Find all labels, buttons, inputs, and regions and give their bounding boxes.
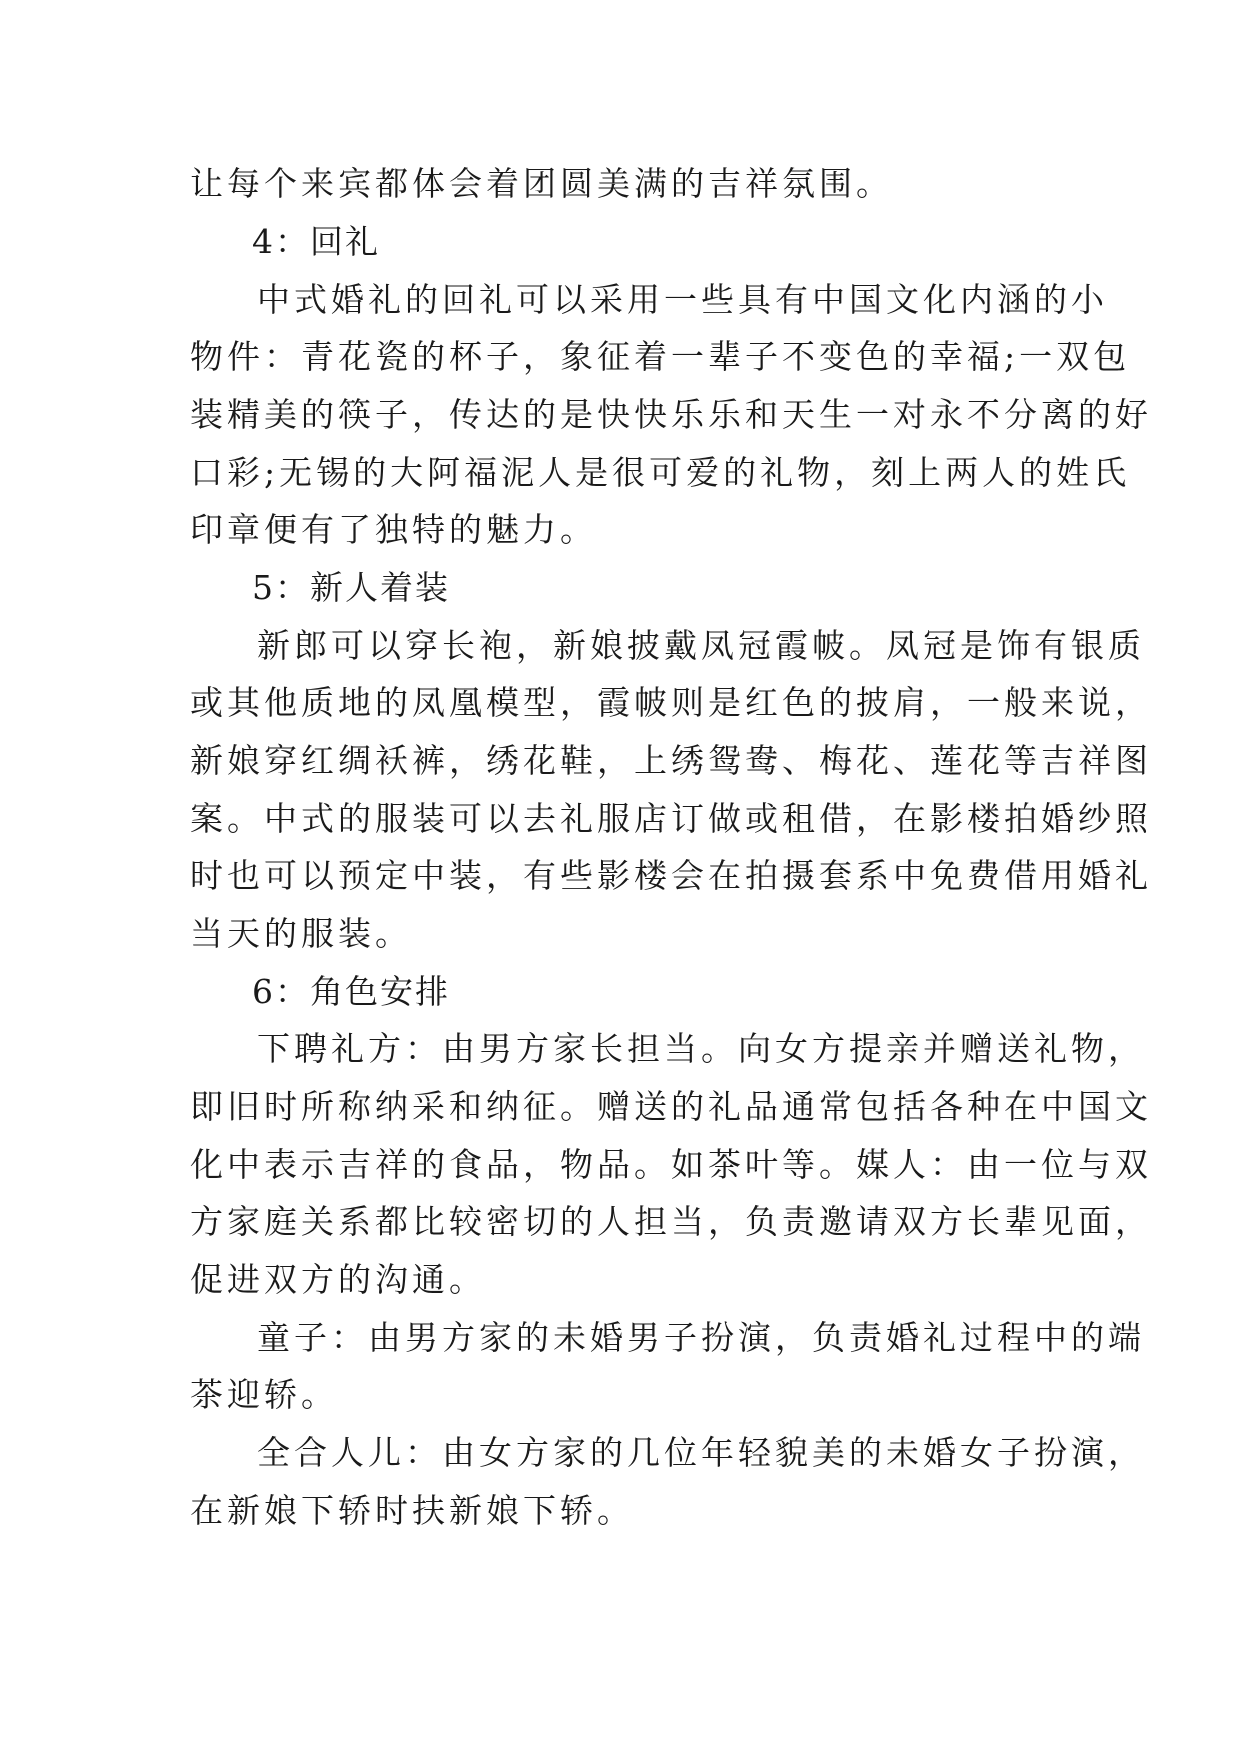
- text-line-16: 下聘礼方：由男方家长担当。向女方提亲并赠送礼物，: [257, 1029, 1145, 1068]
- text-line-12: 案。中式的服装可以去礼服店订做或租借，在影楼拍婚纱照: [190, 799, 1152, 838]
- section-heading-return-gifts: 4：回礼: [252, 222, 380, 261]
- section-heading-attire: 5：新人着装: [252, 568, 450, 607]
- section-heading-roles: 6：角色安排: [252, 972, 450, 1011]
- text-line-20: 促进双方的沟通。: [190, 1260, 486, 1299]
- text-line-17: 即旧时所称纳采和纳征。赠送的礼品通常包括各种在中国文: [190, 1087, 1152, 1126]
- text-line-22: 茶迎轿。: [190, 1375, 338, 1414]
- text-line-18: 化中表示吉祥的食品，物品。如茶叶等。媒人：由一位与双: [190, 1145, 1152, 1184]
- text-line-3: 中式婚礼的回礼可以采用一些具有中国文化内涵的小: [257, 280, 1108, 319]
- text-line-7: 印章便有了独特的魅力。: [190, 510, 597, 549]
- text-line-13: 时也可以预定中装，有些影楼会在拍摄套系中免费借用婚礼: [190, 856, 1152, 895]
- text-line-21: 童子：由男方家的未婚男子扮演，负责婚礼过程中的端: [257, 1318, 1145, 1357]
- text-line-9: 新郎可以穿长袍，新娘披戴凤冠霞帔。凤冠是饰有银质: [257, 626, 1145, 665]
- text-line-19: 方家庭关系都比较密切的人担当，负责邀请双方长辈见面，: [190, 1202, 1152, 1241]
- text-line-24: 在新娘下轿时扶新娘下轿。: [190, 1491, 634, 1530]
- text-line-11: 新娘穿红绸袄裤，绣花鞋，上绣鸳鸯、梅花、莲花等吉祥图: [190, 741, 1152, 780]
- text-line-10: 或其他质地的凤凰模型，霞帔则是红色的披肩，一般来说，: [190, 683, 1152, 722]
- text-line-14: 当天的服装。: [190, 914, 412, 953]
- text-line-5: 装精美的筷子，传达的是快快乐乐和天生一对永不分离的好: [190, 395, 1152, 434]
- text-line-4: 物件：青花瓷的杯子，象征着一辈子不变色的幸福;一双包: [190, 337, 1131, 376]
- text-line-23: 全合人儿：由女方家的几位年轻貌美的未婚女子扮演，: [257, 1433, 1145, 1472]
- text-line-1: 让每个来宾都体会着团圆美满的吉祥氛围。: [190, 164, 893, 203]
- text-line-6: 口彩;无锡的大阿福泥人是很可爱的礼物，刻上两人的姓氏: [190, 453, 1131, 492]
